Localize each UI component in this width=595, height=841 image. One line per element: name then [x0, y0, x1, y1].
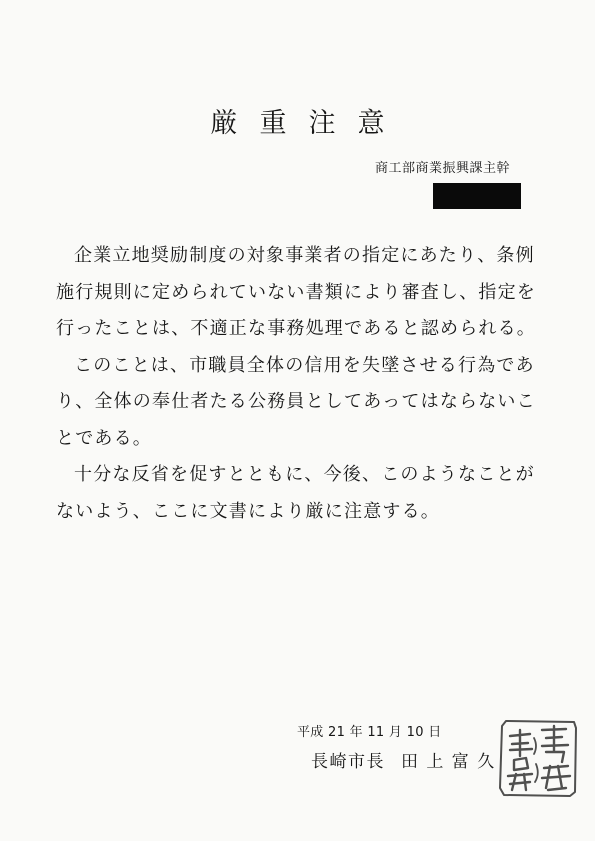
redacted-recipient-name	[433, 183, 521, 209]
issue-date: 平成 21 年 11 月 10 日	[297, 725, 442, 740]
recipient-department: 商工部商業振興課主幹	[375, 161, 511, 176]
body-paragraph: 企業立地奨励制度の対象事業者の指定にあたり、条例 施行規則に定められていない書類により審査し、指定を 行ったことは、不適正な事務処理であると認められる。	[56, 245, 536, 339]
document-title: 厳重注意	[210, 108, 407, 139]
body-paragraph: 十分な反省を促すとともに、今後、このようなことが ないよう、ここに文書により厳に注意する。	[56, 464, 535, 522]
document-body	[56, 238, 556, 530]
signer-name: 田 上 富 久	[401, 752, 496, 772]
signer	[311, 751, 496, 773]
body-paragraph: このことは、市職員全体の信用を失墜させる行為であ り、全体の奉仕者たる公務員としてあってはならないこ とである。	[56, 354, 536, 449]
official-seal-stamp	[496, 716, 580, 800]
signer-title: 長崎市長	[311, 752, 385, 772]
